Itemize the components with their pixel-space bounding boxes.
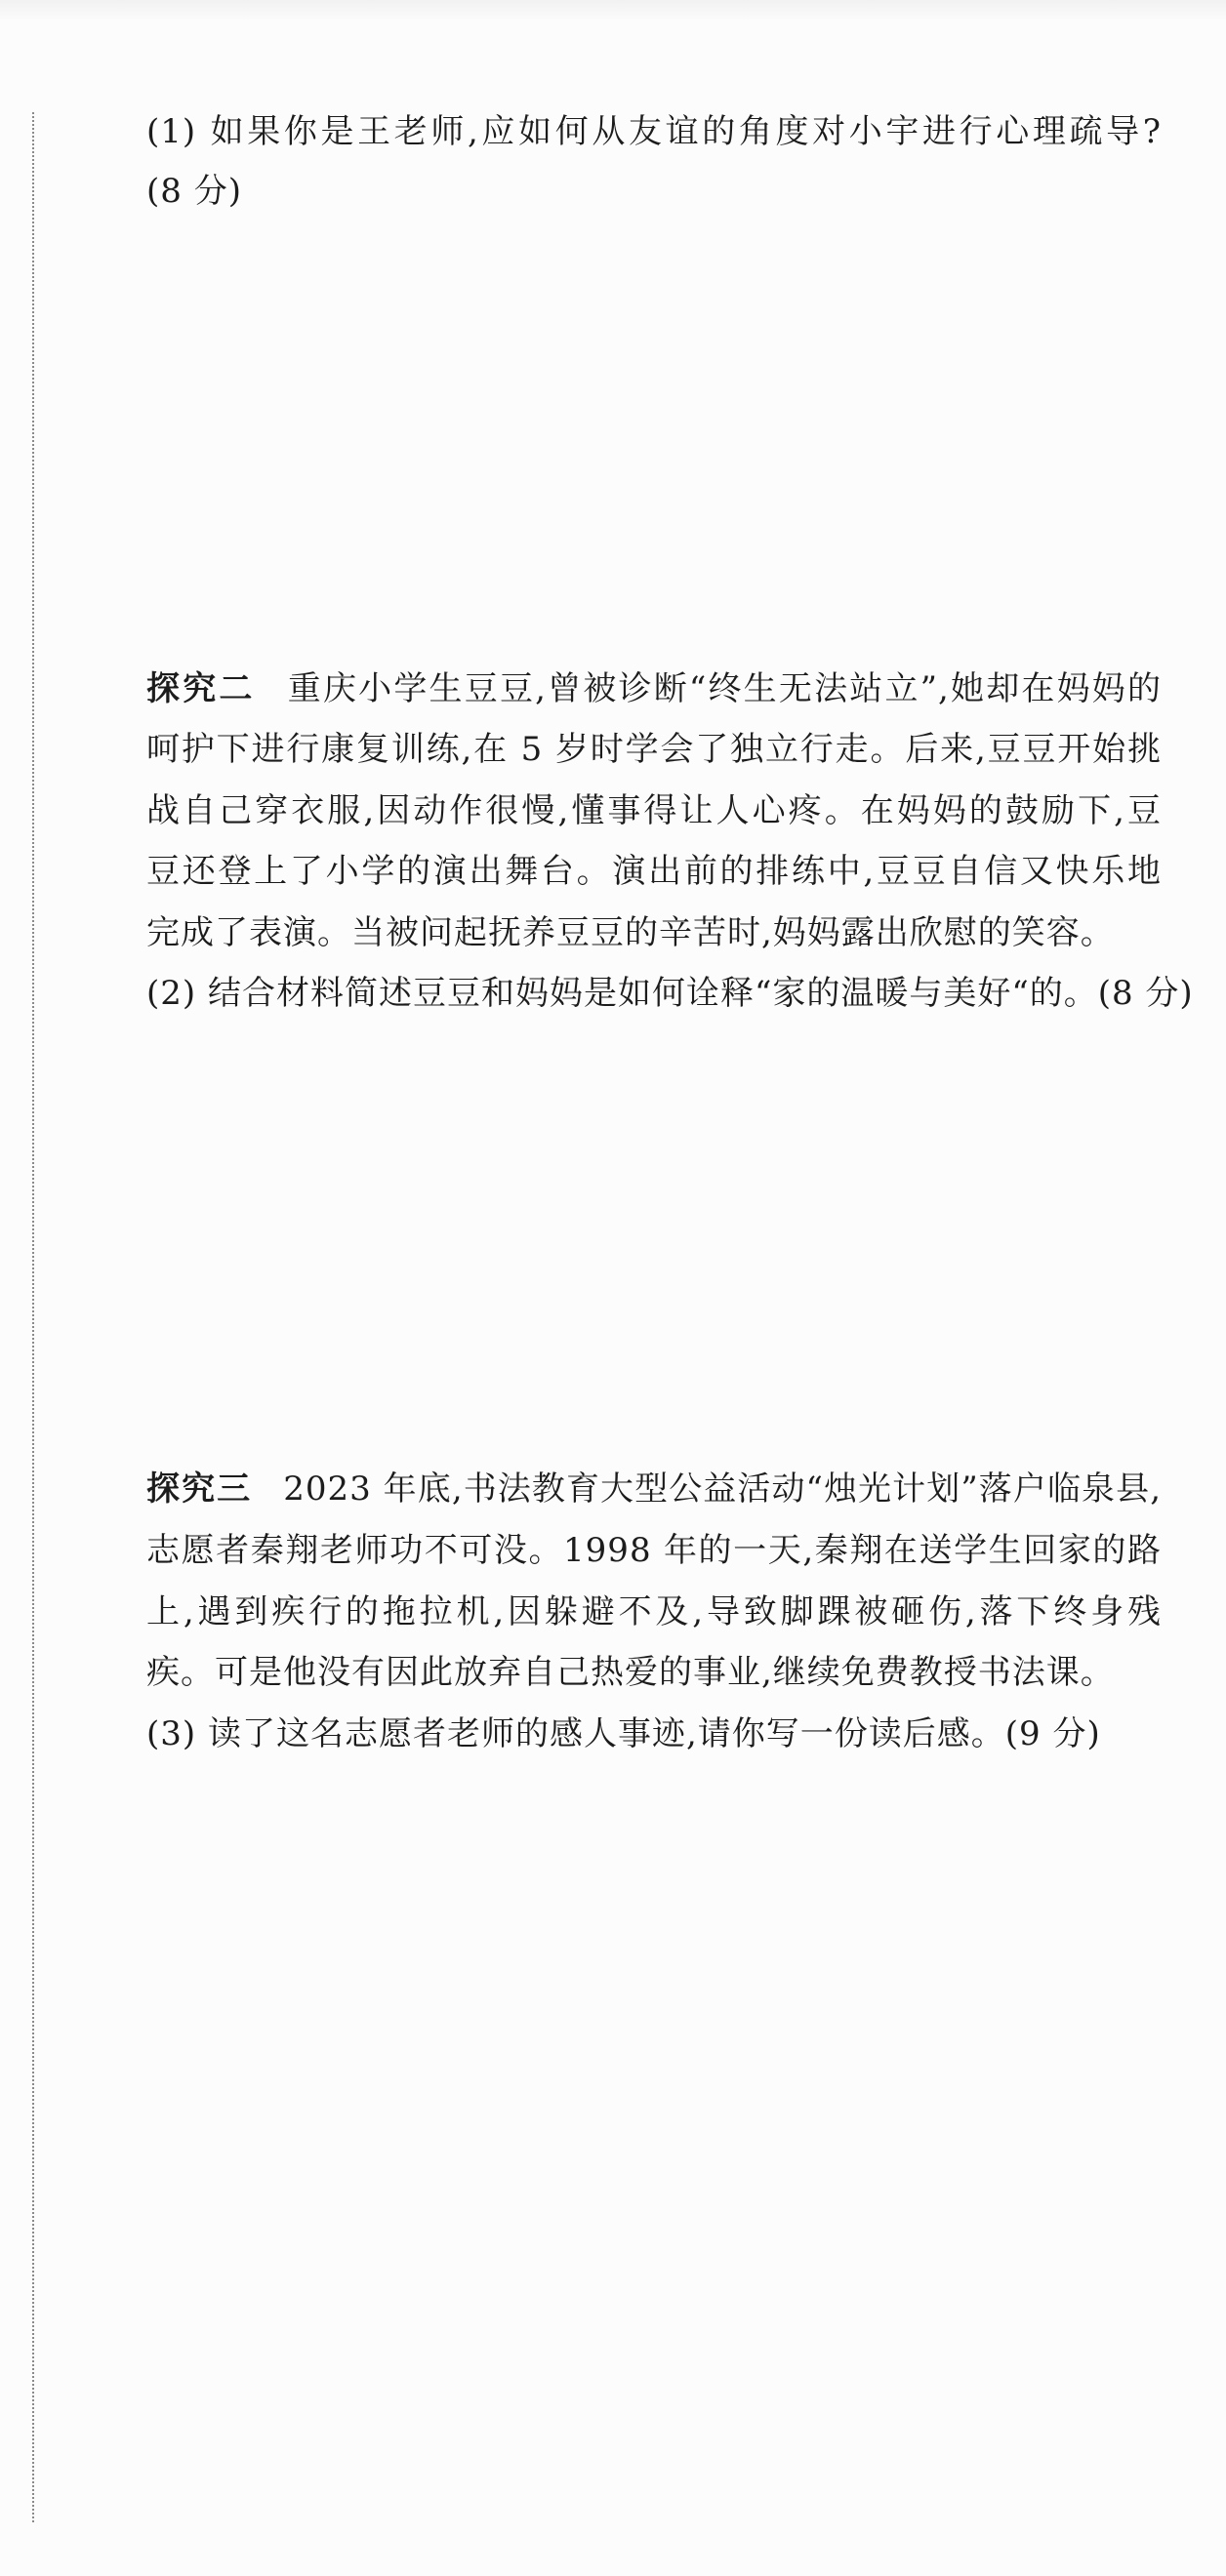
section-3-line-3: 上,遇到疾行的拖拉机,因躲避不及,导致脚踝被砸伤,落下终身残 (146, 1592, 1162, 1631)
section-2-line-2: 呵护下进行康复训练,在 5 岁时学会了独立行走。后来,豆豆开始挑 (146, 730, 1162, 769)
section-3-line-4: 疾。可是他没有因此放弃自己热爱的事业,继续免费教授书法课。 (146, 1653, 1115, 1692)
section-3-label: 探究三 (146, 1469, 253, 1509)
section-3-line-2: 志愿者秦翔老师功不可没。1998 年的一天,秦翔在送学生回家的路 (146, 1531, 1162, 1570)
question-2-text: (2) 结合材料简述豆豆和妈妈是如何诠释“家的温暖与美好“的。(8 分) (146, 974, 1194, 1013)
section-2-line-4: 豆还登上了小学的演出舞台。演出前的排练中,豆豆自信又快乐地 (146, 852, 1162, 891)
question-1-score: (8 分) (146, 172, 242, 211)
binding-margin-line (32, 112, 34, 2522)
page-top-shade (0, 0, 1226, 21)
section-2-line-1 (146, 669, 1162, 708)
question-3-text: (3) 读了这名志愿者老师的感人事迹,请你写一份读后感。(9 分) (146, 1714, 1101, 1753)
section-3-text-1: 2023 年底,书法教育大型公益活动“烛光计划”落户临泉县, (283, 1469, 1162, 1509)
section-2-line-3: 战自己穿衣服,因动作很慢,懂事得让人心疼。在妈妈的鼓励下,豆 (146, 791, 1162, 830)
section-2-text-1: 重庆小学生豆豆,曾被诊断“终生无法站立”,她却在妈妈的 (286, 669, 1162, 708)
question-1-text: (1) 如果你是王老师,应如何从友谊的角度对小宇进行心理疏导? (146, 112, 1162, 151)
section-2-label: 探究二 (146, 669, 256, 708)
section-3-line-1 (146, 1469, 1162, 1509)
section-2-line-5: 完成了表演。当被问起抚养豆豆的辛苦时,妈妈露出欣慰的笑容。 (146, 913, 1115, 952)
